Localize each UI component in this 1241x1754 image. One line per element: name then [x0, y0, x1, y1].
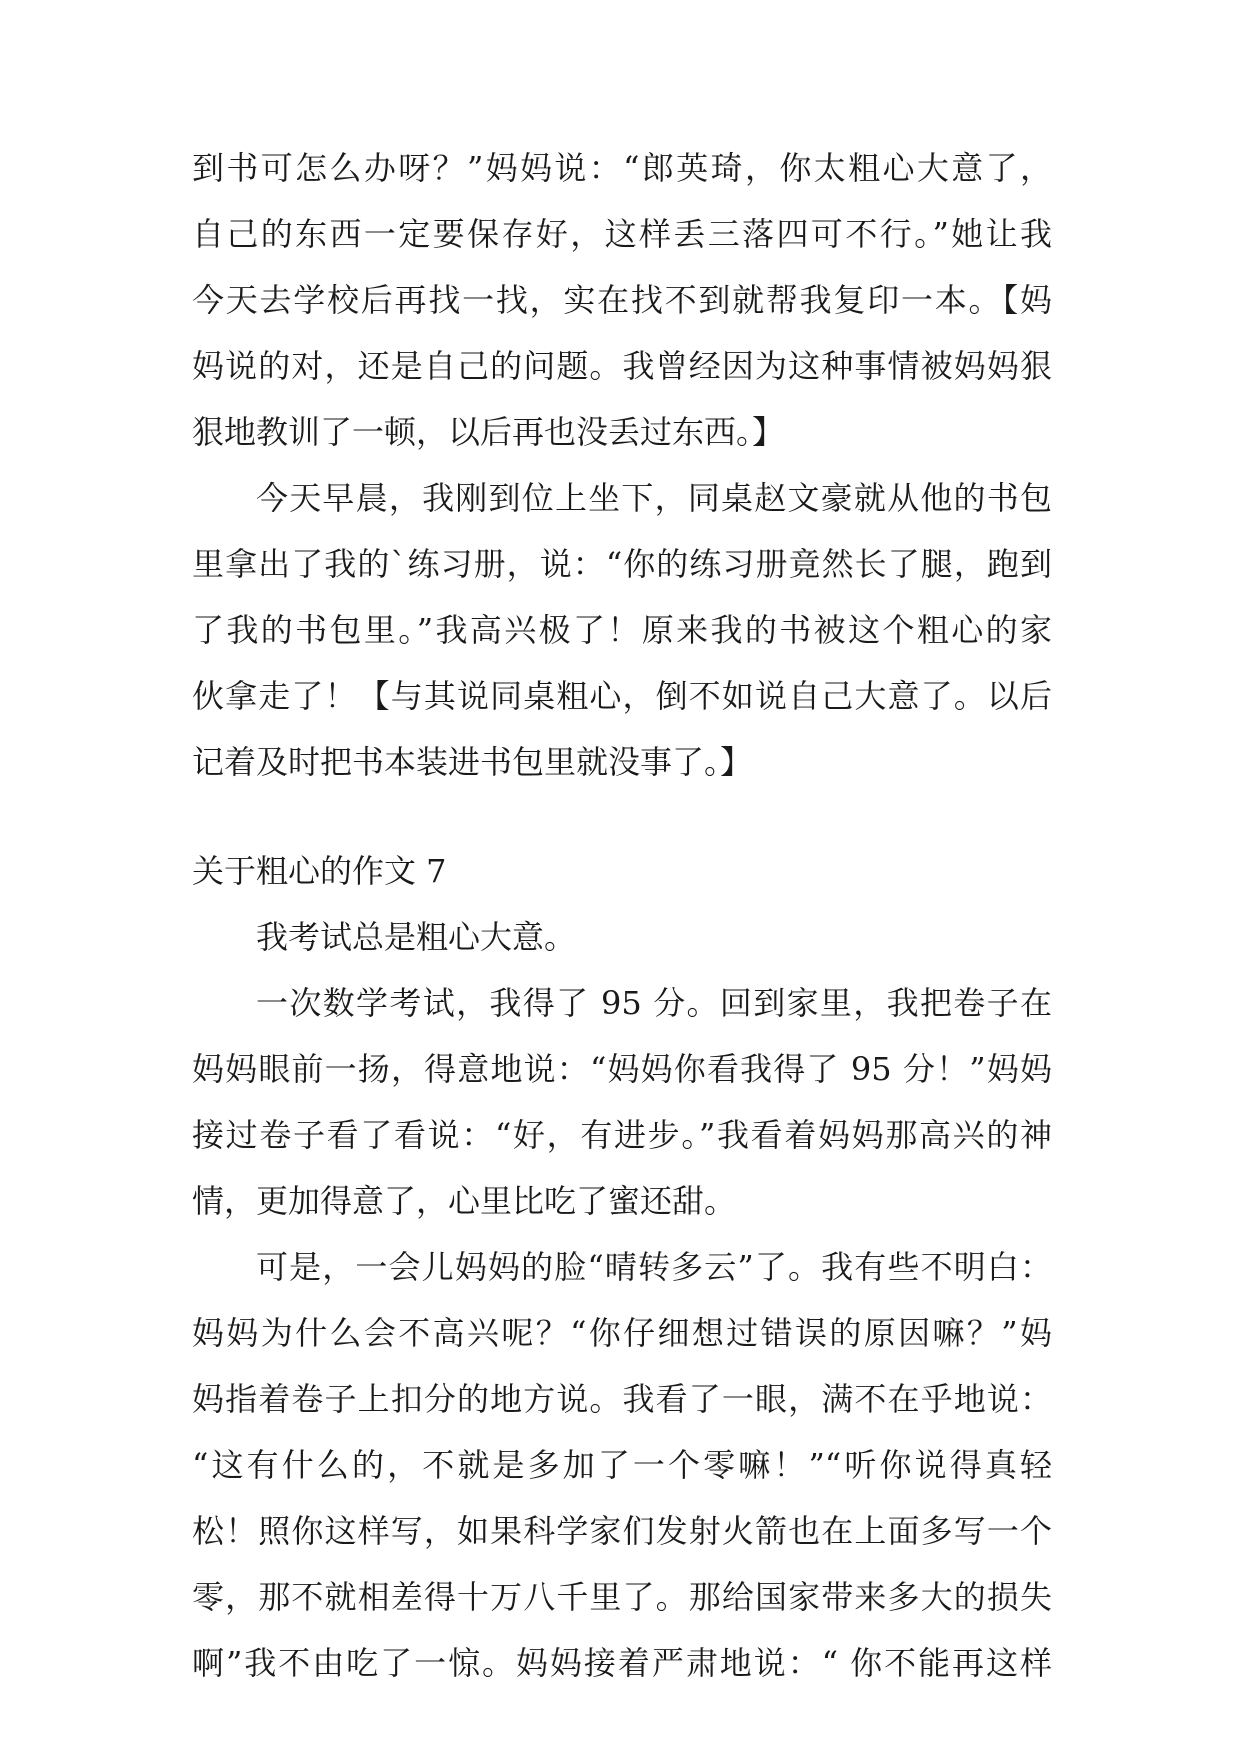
paragraph-first-line: 可是，一会儿妈妈的脸“晴转多云”了。我有些不明白： — [256, 1248, 1052, 1286]
body-text-line: 妈妈眼前一扬，得意地说：“妈妈你看我得了 95 分！”妈妈 — [192, 1050, 1052, 1088]
body-text-line: “这有什么的，不就是多加了一个零嘛！”“听你说得真轻 — [192, 1446, 1052, 1484]
section-heading: 关于粗心的作文 7 — [192, 852, 447, 890]
body-text-line: 伙拿走了！【与其说同桌粗心，倒不如说自己大意了。以后 — [192, 677, 1052, 715]
body-text-line: 了我的书包里。”我高兴极了！原来我的书被这个粗心的家 — [192, 611, 1052, 649]
body-text-line: 零，那不就相差得十万八千里了。那给国家带来多大的损失 — [192, 1578, 1052, 1616]
body-text-line: 妈妈为什么会不高兴呢？“你仔细想过错误的原因嘛？”妈 — [192, 1314, 1052, 1352]
body-text-line: 记着及时把书本装进书包里就没事了。】 — [192, 743, 753, 781]
body-text-line: 妈指着卷子上扣分的地方说。我看了一眼，满不在乎地说： — [192, 1380, 1052, 1418]
paragraph-first-line: 我考试总是粗心大意。 — [256, 918, 577, 956]
body-text-line: 啊”我不由吃了一惊。妈妈接着严肃地说：“ 你不能再这样 — [192, 1644, 1052, 1682]
body-text-line: 到书可怎么办呀？”妈妈说：“郎英琦，你太粗心大意了， — [192, 149, 1052, 187]
body-text-line: 妈说的对，还是自己的问题。我曾经因为这种事情被妈妈狠 — [192, 347, 1052, 385]
body-text-line: 里拿出了我的`练习册，说：“你的练习册竟然长了腿，跑到 — [192, 545, 1052, 583]
paragraph-first-line: 一次数学考试，我得了 95 分。回到家里，我把卷子在 — [256, 984, 1052, 1022]
body-text-line: 今天去学校后再找一找，实在找不到就帮我复印一本。【妈 — [192, 281, 1052, 319]
body-text-line: 情，更加得意了，心里比吃了蜜还甜。 — [192, 1182, 737, 1220]
body-text-line: 接过卷子看了看说：“好，有进步。”我看着妈妈那高兴的神 — [192, 1116, 1052, 1154]
body-text-line: 松！照你这样写，如果科学家们发射火箭也在上面多写一个 — [192, 1512, 1052, 1550]
body-text-line: 自己的东西一定要保存好，这样丢三落四可不行。”她让我 — [192, 215, 1052, 253]
paragraph-first-line: 今天早晨，我刚到位上坐下，同桌赵文豪就从他的书包 — [256, 479, 1052, 517]
body-text-line: 狠地教训了一顿，以后再也没丢过东西。】 — [192, 413, 785, 451]
